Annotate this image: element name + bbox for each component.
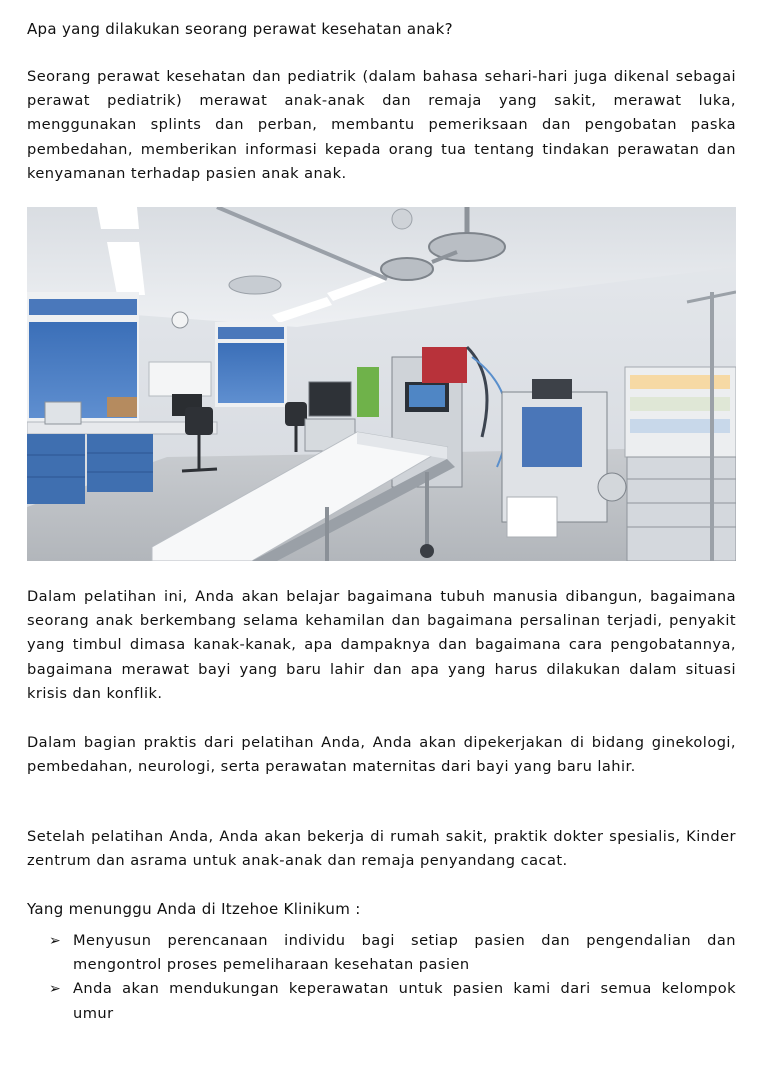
training-paragraph: Dalam pelatihan ini, Anda akan belajar bagaimana tubuh manusia dibangun, bagaimana seorang anak berkembang selama kehamilan dan bagaimana persalinan terjadi, penyakit yang timbul dimasa kanak-kanak, apa dampaknya dan bagaimana cara pengobatannya, bagaimana merawat bayi yang baru lahir dan apa yang harus dilakukan dalam situasi krisis dan konflik. [27,588,736,702]
arrow-bullet-icon: ➢ [49,981,62,998]
benefits-heading: Yang menunggu Anda di Itzehoe Klinikum : [27,900,361,918]
career-paragraph: Setelah pelatihan Anda, Anda akan bekerja di rumah sakit, praktik dokter spesialis, Kinder zentrum dan asrama untuk anak-anak dan remaja penyandang cacat. [27,828,736,870]
list-item [27,929,736,977]
benefits-list [27,929,736,1026]
practical-paragraph: Dalam bagian praktis dari pelatihan Anda, Anda akan dipekerjakan di bidang ginekologi, pembedahan, neurologi, serta perawatan maternitas dari bayi yang baru lahir. [27,734,736,776]
intro-paragraph: Seorang perawat kesehatan dan pediatrik (dalam bahasa sehari-hari juga dikenal sebagai perawat pediatrik) merawat anak-anak dan remaja yang sakit, merawat luka, menggunakan splints dan perban, membantu pemeriksaan dan pengobatan paska pembedahan, memberikan informasi kepada orang tua tentang tindakan perawatan dan kenyamanan terhadap pasien anak anak. [27,68,736,182]
list-item [27,977,736,1025]
list-item-text: Menyusun perencanaan individu bagi setiap pasien dan pengendalian dan mengontrol proses pemeliharaan kesehatan pasien [73,932,736,974]
operating-room-photo [27,207,736,561]
list-item-text: Anda akan mendukungan keperawatan untuk pasien kami dari semua kelompok umur [73,980,736,1022]
arrow-bullet-icon: ➢ [49,933,62,949]
section-heading: Apa yang dilakukan seorang perawat kesehatan anak? [27,20,453,38]
